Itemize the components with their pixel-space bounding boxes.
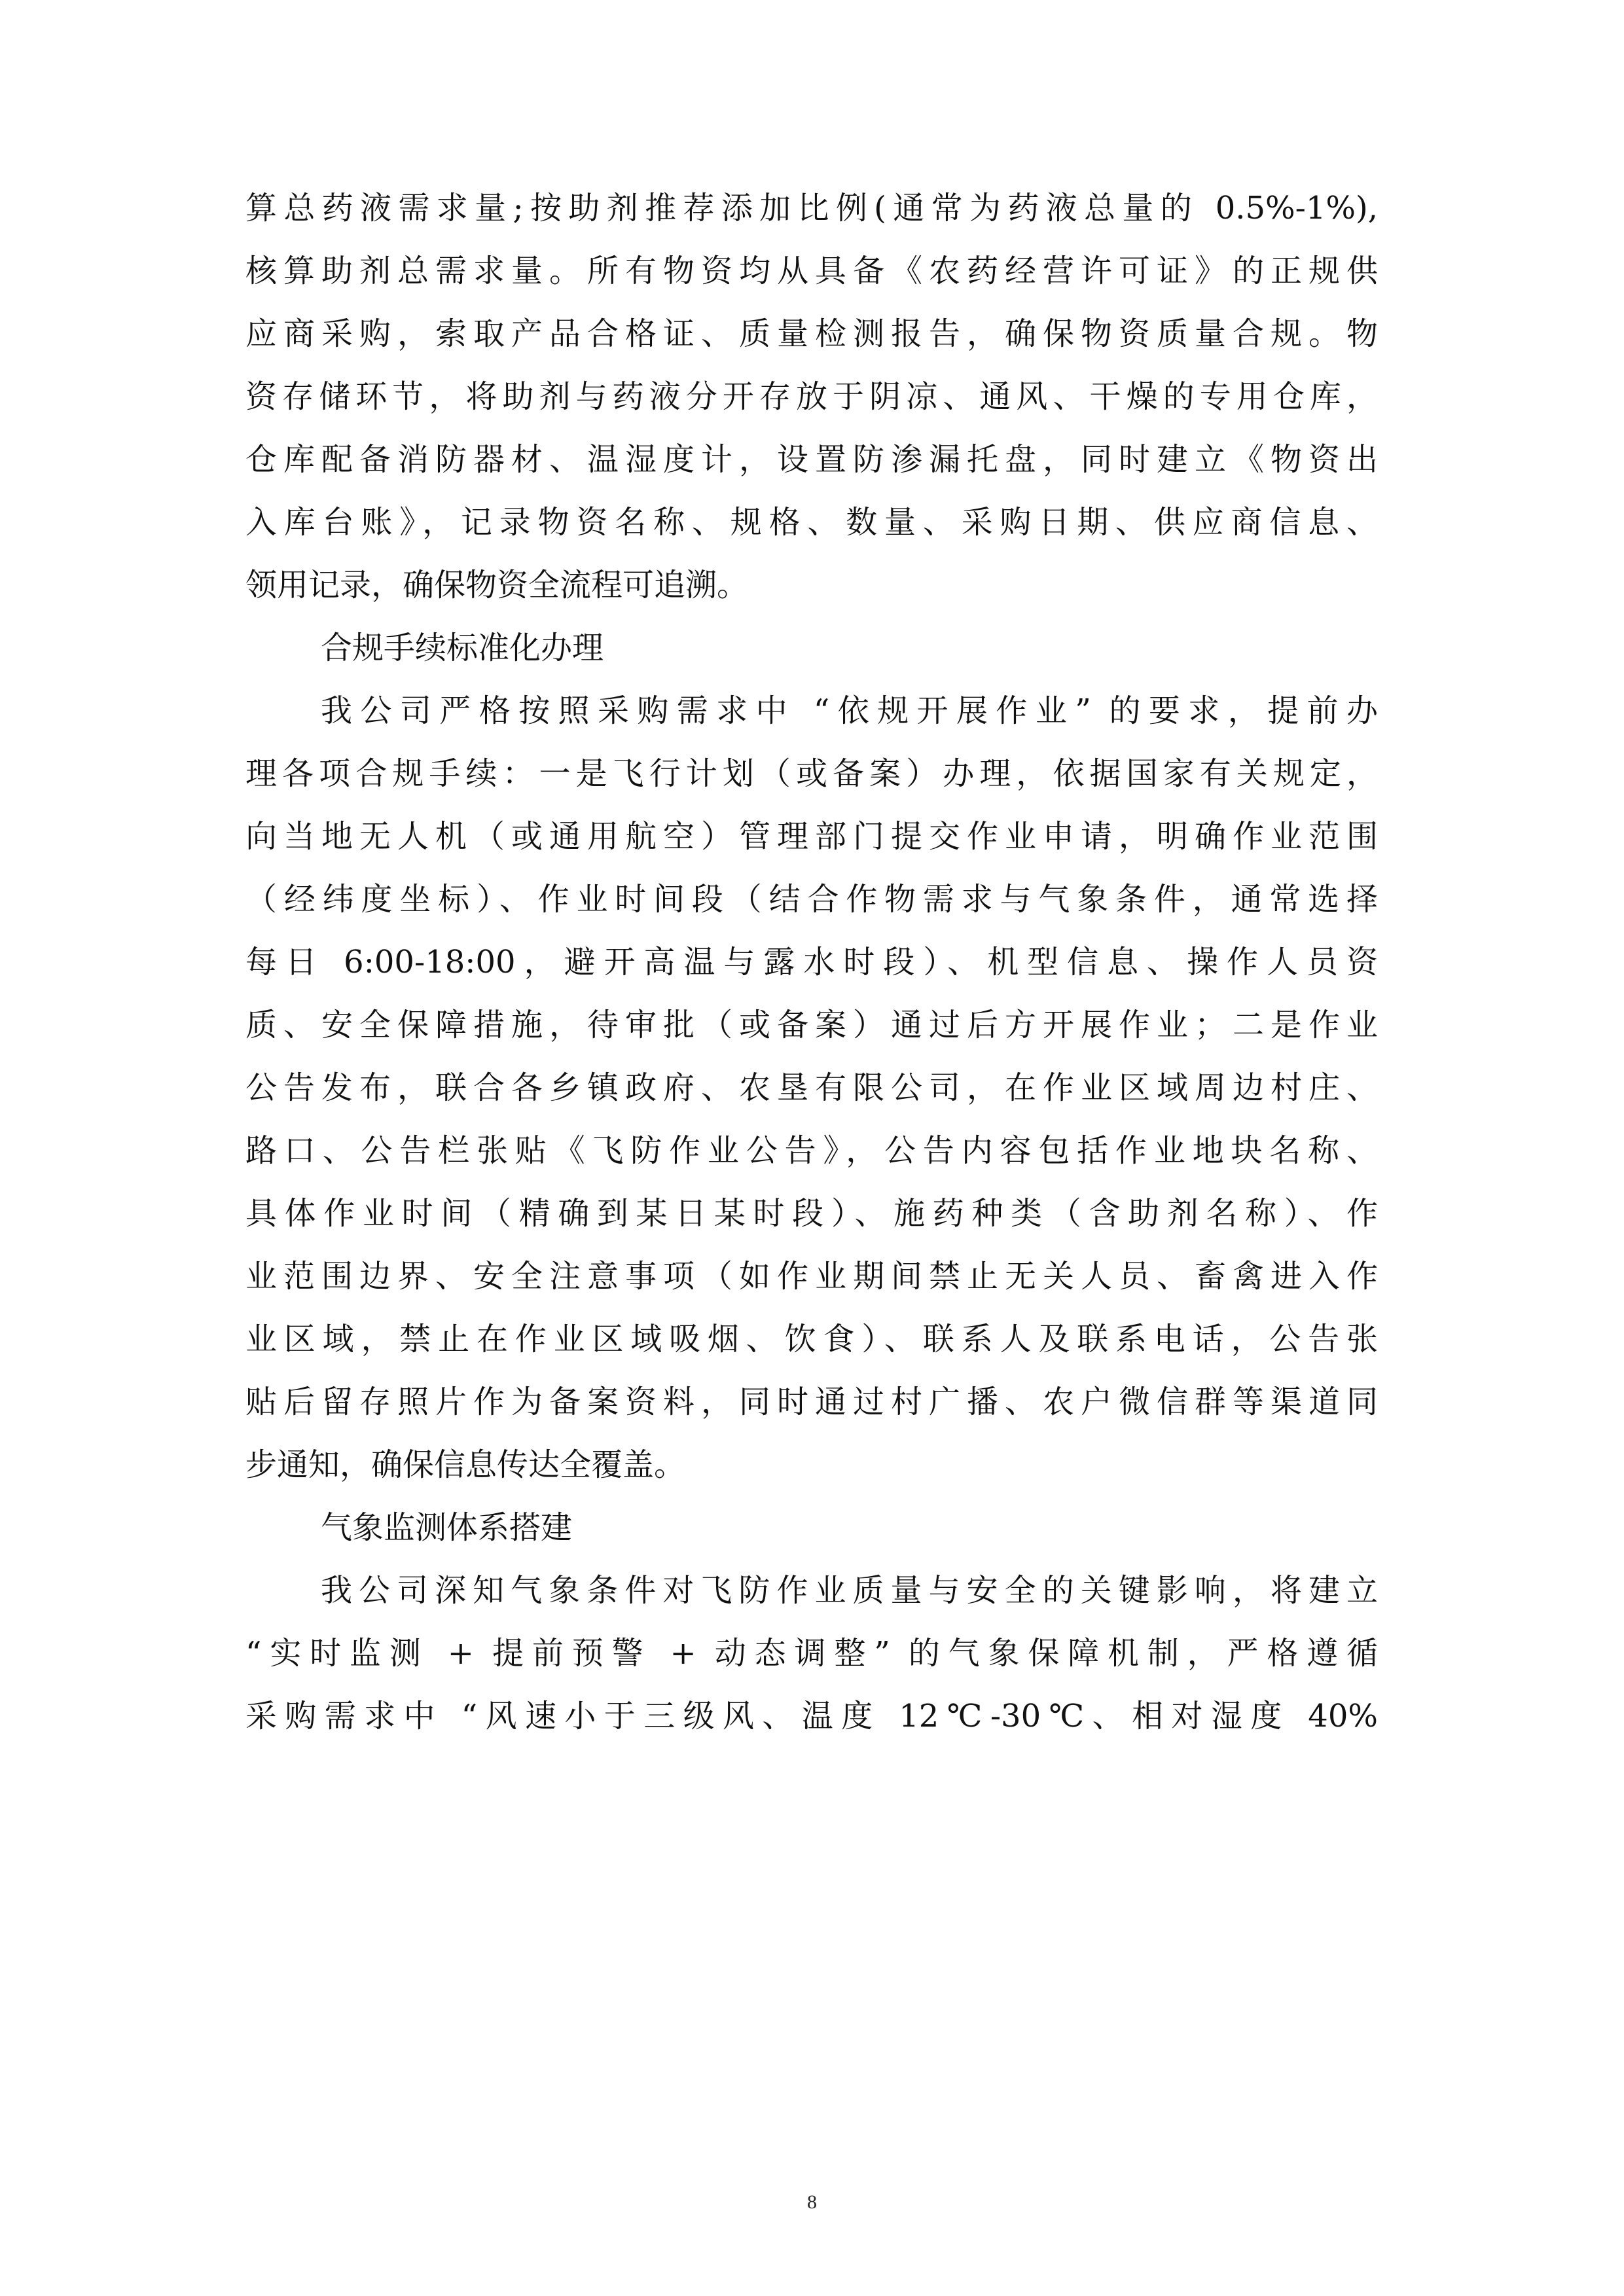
- text-line: 路口、公告栏张贴《飞防作业公告》，公告内容包括作业地块名称、: [245, 1132, 1378, 1169]
- text-line: 理各项合规手续：一是飞行计划（或备案）办理，依据国家有关规定，: [245, 755, 1378, 792]
- text-line: 质、安全保障措施，待审批（或备案）通过后方开展作业；二是作业: [245, 1007, 1378, 1043]
- text-line: 我公司深知气象条件对飞防作业质量与安全的关键影响，将建立: [321, 1572, 1378, 1609]
- text-line: 贴后留存照片作为备案资料，同时通过村广播、农户微信群等渠道同: [245, 1384, 1378, 1420]
- text-line: “实时监测 + 提前预警 + 动态调整” 的气象保障机制，严格遵循: [245, 1635, 1378, 1672]
- text-line: 步通知，确保信息传达全覆盖。: [245, 1446, 686, 1483]
- text-line: 公告发布，联合各乡镇政府、农垦有限公司，在作业区域周边村庄、: [245, 1069, 1378, 1106]
- text-line: 资存储环节，将助剂与药液分开存放于阴凉、通风、干燥的专用仓库，: [245, 378, 1378, 415]
- section-heading: 合规手续标准化办理: [321, 630, 604, 666]
- text-line: 入库台账》，记录物资名称、规格、数量、采购日期、供应商信息、: [245, 504, 1378, 541]
- text-line: 应商采购，索取产品合格证、质量检测报告，确保物资质量合规。物: [245, 315, 1378, 352]
- text-line: 业范围边界、安全注意事项（如作业期间禁止无关人员、畜禽进入作: [245, 1258, 1378, 1295]
- text-line: 领用记录，确保物资全流程可追溯。: [245, 567, 749, 603]
- text-line: 仓库配备消防器材、温湿度计，设置防渗漏托盘，同时建立《物资出: [245, 441, 1378, 478]
- text-line: （经纬度坐标）、作业时间段（结合作物需求与气象条件，通常选择: [245, 881, 1378, 918]
- text-line: 每日 6:00-18:00，避开高温与露水时段）、机型信息、操作人员资: [245, 944, 1378, 980]
- text-line: 业区域，禁止在作业区域吸烟、饮食）、联系人及联系电话，公告张: [245, 1321, 1378, 1357]
- text-line: 采购需求中 “风速小于三级风、温度 12℃-30℃、相对湿度 40%: [245, 1698, 1378, 1734]
- text-line: 我公司严格按照采购需求中 “依规开展作业” 的要求，提前办: [321, 692, 1378, 729]
- text-line: 向当地无人机（或通用航空）管理部门提交作业申请，明确作业范围: [245, 818, 1378, 855]
- text-line: 具体作业时间（精确到某日某时段）、施药种类（含助剂名称）、作: [245, 1195, 1378, 1232]
- page-number: 8: [807, 2191, 817, 2213]
- text-line: 算总药液需求量;按助剂推荐添加比例(通常为药液总量的 0.5%-1%),: [245, 190, 1378, 226]
- section-heading: 气象监测体系搭建: [321, 1509, 573, 1546]
- text-line: 核算助剂总需求量。所有物资均从具备《农药经营许可证》的正规供: [245, 253, 1378, 289]
